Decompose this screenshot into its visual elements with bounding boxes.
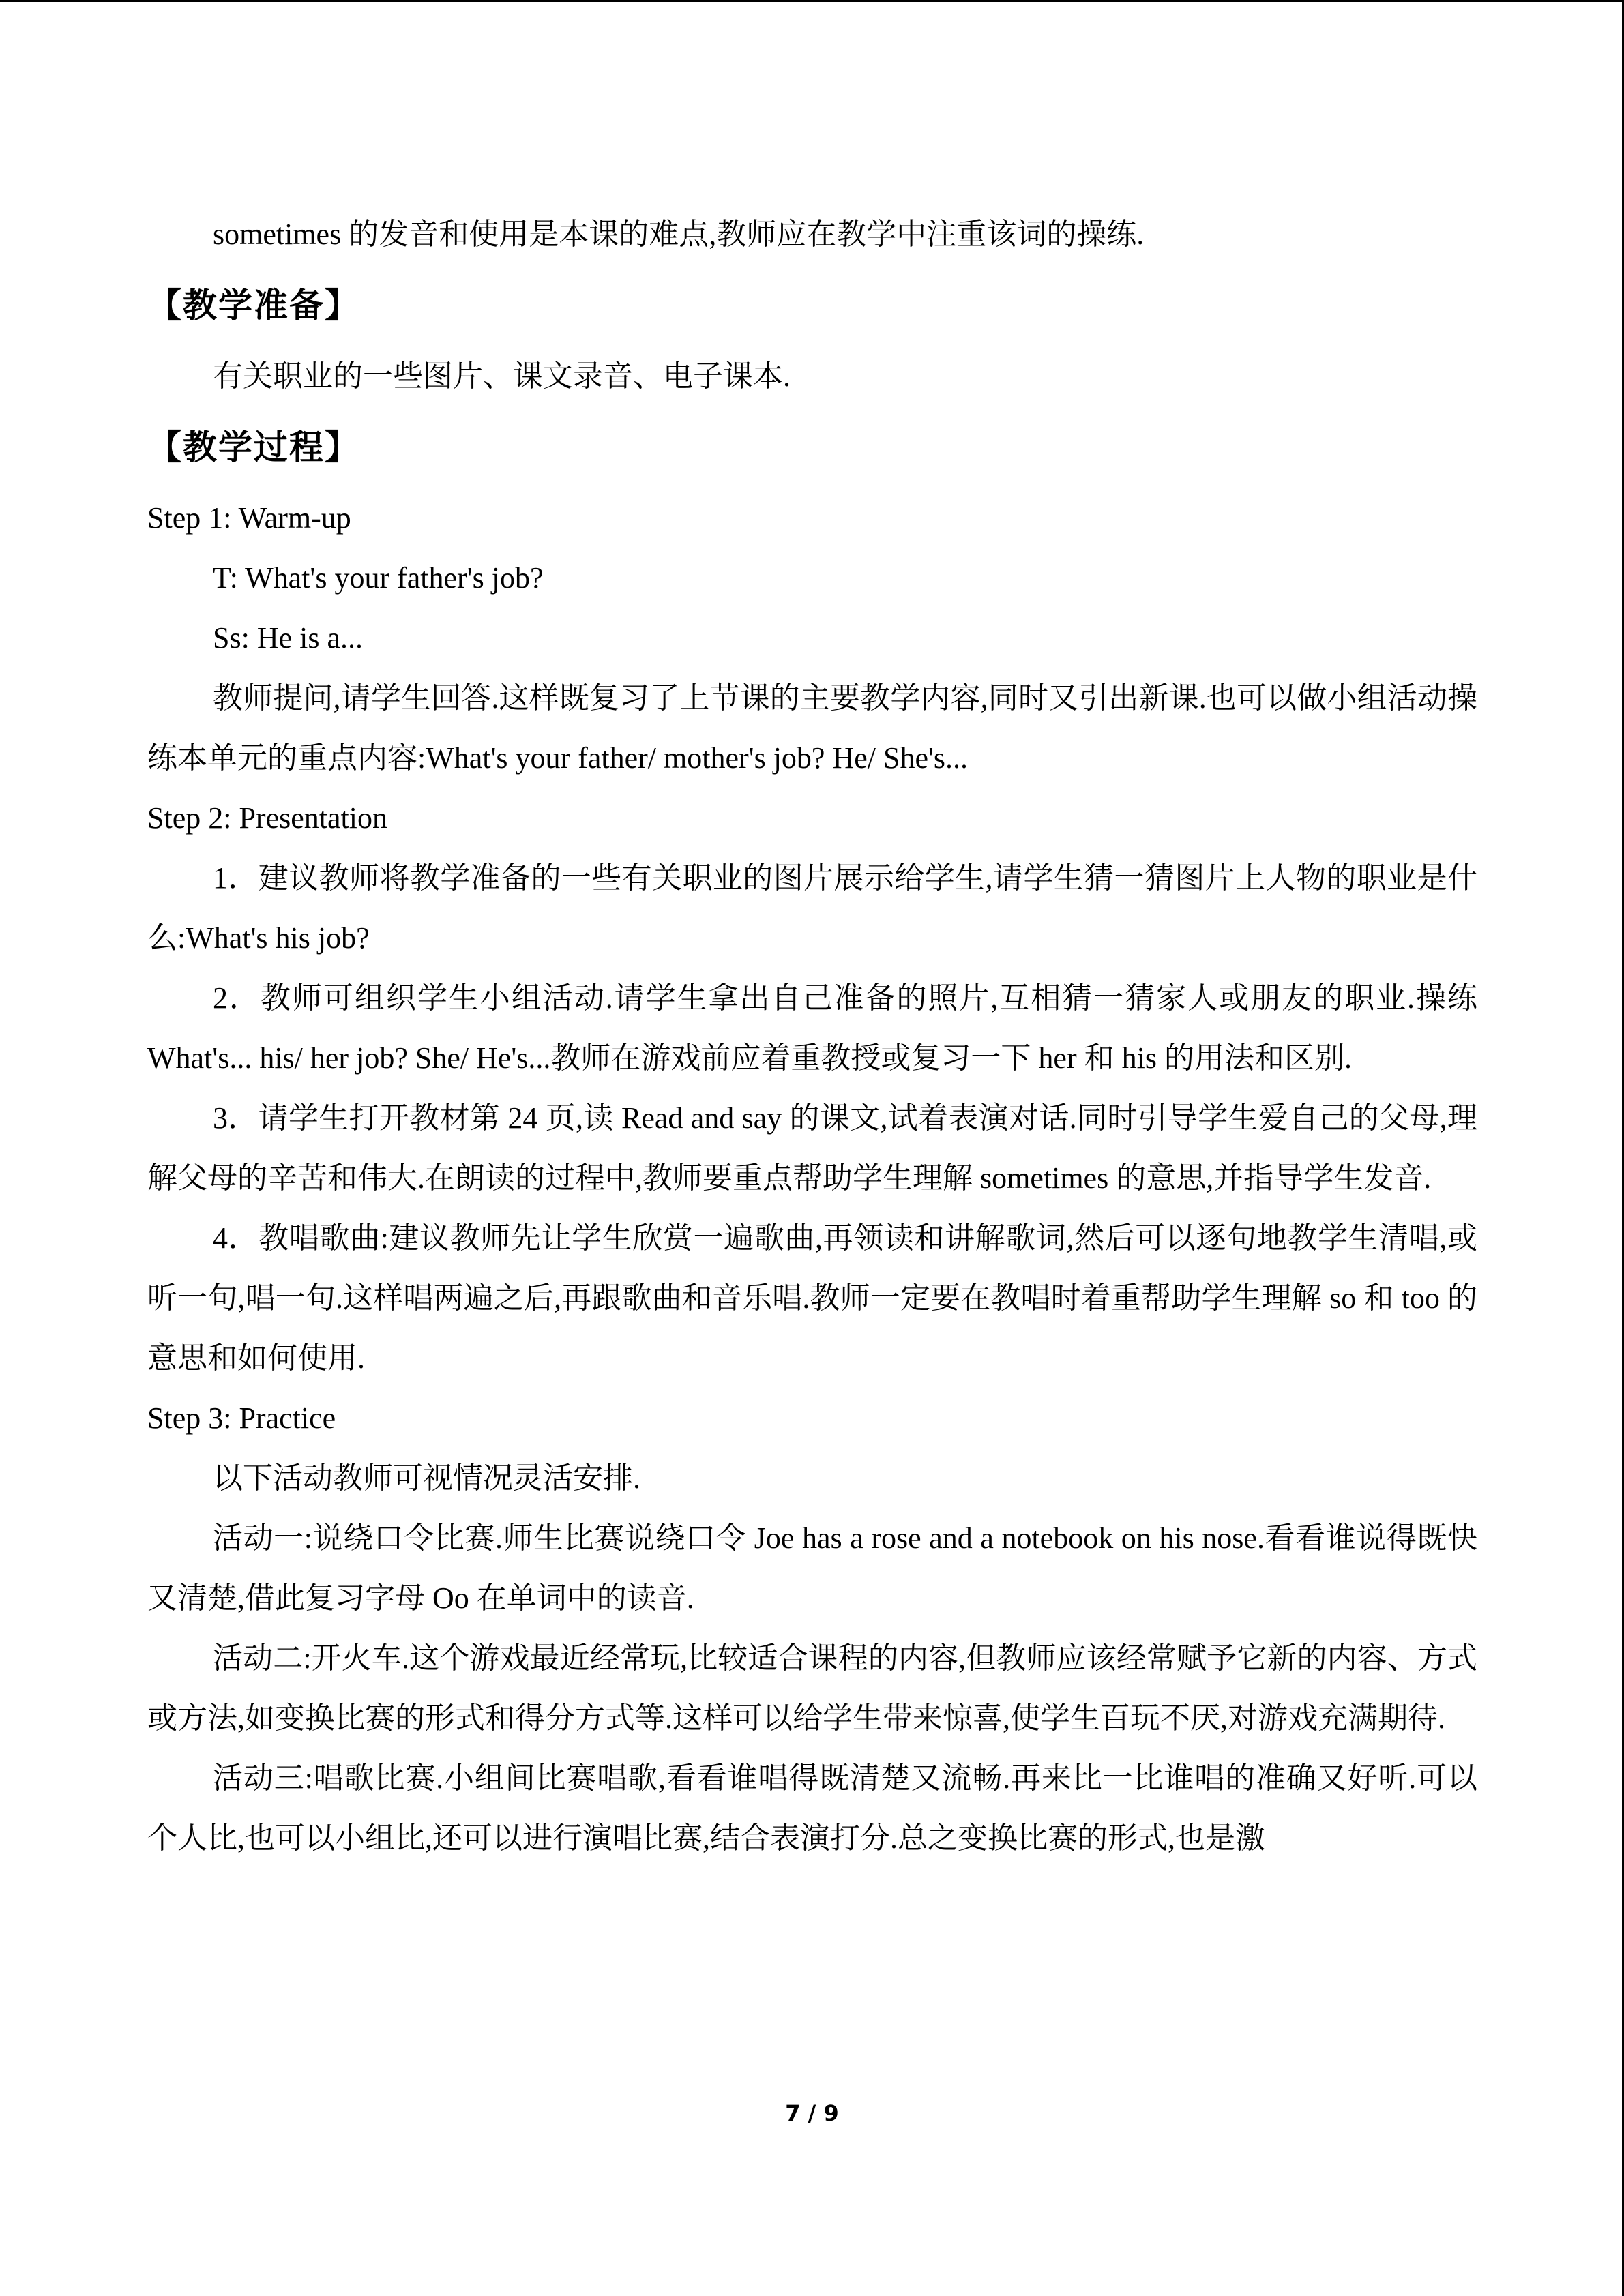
- step3-activity-1: 活动一:说绕口令比赛.师生比赛说绕口令 Joe has a rose and a notebook on his nose.看看谁说得既快又清楚,借此复习字母 Oo 在单词中的读音.: [147, 1521, 1477, 1615]
- step1-teacher-line: T: What's your father's job?: [213, 561, 544, 595]
- step2-item-4: 4．教唱歌曲:建议教师先让学生欣赏一遍歌曲,再领读和讲解歌词,然后可以逐句地教学生清唱,或听一句,唱一句.这样唱两遍之后,再跟歌曲和音乐唱.教师一定要在教唱时着重帮助学生理解 so 和 too 的意思和如何使用.: [147, 1221, 1477, 1375]
- step3-title: Step 3: Practice: [147, 1401, 336, 1435]
- page-number: 7 / 9: [785, 2100, 839, 2126]
- step2-item-1: 1．建议教师将教学准备的一些有关职业的图片展示给学生,请学生猜一猜图片上人物的职业是什么:What's his job?: [147, 861, 1477, 955]
- step3-activity-3: 活动三:唱歌比赛.小组间比赛唱歌,看看谁唱得既清楚又流畅.再来比一比谁唱的准确又好听.可以个人比,也可以小组比,还可以进行演唱比赛,结合表演打分.总之变换比赛的形式,也是激: [147, 1761, 1477, 1855]
- step2-item-2: 2．教师可组织学生小组活动.请学生拿出自己准备的照片,互相猜一猜家人或朋友的职业.操练 What's... his/ her job? She/ He's...教师在游戏前应着重教授或复习一下 her 和 his 的用法和区别.: [147, 981, 1477, 1075]
- prep-text: 有关职业的一些图片、课文录音、电子课本.: [213, 359, 791, 393]
- intro-line: sometimes 的发音和使用是本课的难点,教师应在教学中注重该词的操练.: [213, 218, 1145, 251]
- step1-paragraph: 教师提问,请学生回答.这样既复习了上节课的主要教学内容,同时又引出新课.也可以做小组活动操练本单元的重点内容:What's your father/ mother's job? He/ She's...: [147, 681, 1477, 775]
- section-heading-prep: 【教学准备】: [147, 286, 360, 325]
- section-heading-process: 【教学过程】: [147, 428, 360, 467]
- step2-item-3: 3．请学生打开教材第 24 页,读 Read and say 的课文,试着表演对话.同时引导学生爱自己的父母,理解父母的辛苦和伟大.在朗读的过程中,教师要重点帮助学生理解 sometimes 的意思,并指导学生发音.: [147, 1101, 1477, 1195]
- step1-students-line: Ss: He is a...: [213, 621, 363, 655]
- step3-intro: 以下活动教师可视情况灵活安排.: [213, 1461, 640, 1495]
- page-top-border: [0, 0, 1624, 2]
- step1-title: Step 1: Warm-up: [147, 501, 351, 535]
- step2-title: Step 2: Presentation: [147, 801, 387, 835]
- document-body: [147, 205, 1477, 1868]
- step3-activity-2: 活动二:开火车.这个游戏最近经常玩,比较适合课程的内容,但教师应该经常赋予它新的内容、方式或方法,如变换比赛的形式和得分方式等.这样可以给学生带来惊喜,使学生百玩不厌,对游戏充满期待.: [147, 1641, 1477, 1735]
